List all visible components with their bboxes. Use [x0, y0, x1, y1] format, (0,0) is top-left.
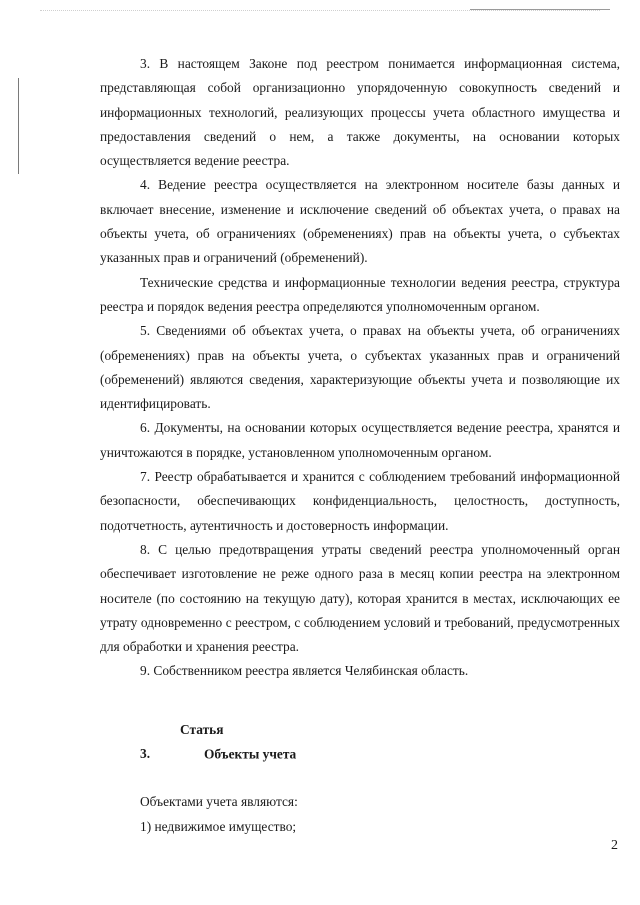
- page-number: 2: [611, 838, 618, 853]
- scan-line-top: [470, 9, 610, 10]
- paragraph-4-continued: Технические средства и информационные технологии ведения реестра, структура реестра и порядок ведения реестра определяются уполномоченным органом.: [100, 274, 620, 314]
- margin-mark: [18, 78, 19, 134]
- margin-mark: [18, 130, 19, 174]
- paragraph-4: 4. Ведение реестра осуществляется на электронном носителе базы данных и включает внесение, изменение и исключение сведений об объектах учета, о правах на объекты учета, об ограничениях (обременениях) прав на объекты учета, о субъектах указанных прав и ограничений (обременений).: [100, 177, 620, 266]
- paragraph-9: 9. Собственником реестра является Челябинская область.: [140, 663, 469, 679]
- article-title: Объекты учета: [204, 746, 297, 762]
- document-body: [100, 52, 620, 839]
- article-heading: [100, 718, 620, 767]
- paragraph-3: 3. В настоящем Законе под реестром понимается информационная система, представляющая собой организационно упорядоченную совокупность сведений и информационных технологий, реализующих процессы учета областного имущества и предоставления сведений о нем, а также документы, на основании которых осуществляется ведение реестра.: [100, 56, 620, 169]
- article-intro: Объектами учета являются:: [140, 794, 298, 810]
- article-number: Статья 3.: [140, 721, 224, 762]
- list-item: 1) недвижимое имущество;: [140, 818, 297, 834]
- paragraph-6: 6. Документы, на основании которых осуществляется ведение реестра, хранятся и уничтожаются в порядке, установленном уполномоченным органом.: [100, 420, 620, 460]
- paragraph-8: 8. С целью предотвращения утраты сведений реестра уполномоченный орган обеспечивает изготовление не реже одного раза в месяц копии реестра на электронном носителе (по состоянию на текущую дату), которая хранится в местах, исключающих ее утрату одновременно с реестром, с соблюдением условий и требований, предусмотренных для обработки и хранения реестра.: [100, 541, 620, 655]
- paragraph-7: 7. Реестр обрабатывается и хранится с соблюдением требований информационной безопасности, обеспечивающих конфиденциальность, целостность, доступность, подотчетность, аутентичность и достоверность информации.: [100, 469, 620, 533]
- paragraph-5: 5. Сведениями об объектах учета, о правах на объекты учета, об ограничениях (обременениях) прав на объекты учета, о субъектах указанных прав и ограничений (обременений) являются сведения, характеризующие объекты учета и позволяющие их идентифицировать.: [100, 323, 620, 412]
